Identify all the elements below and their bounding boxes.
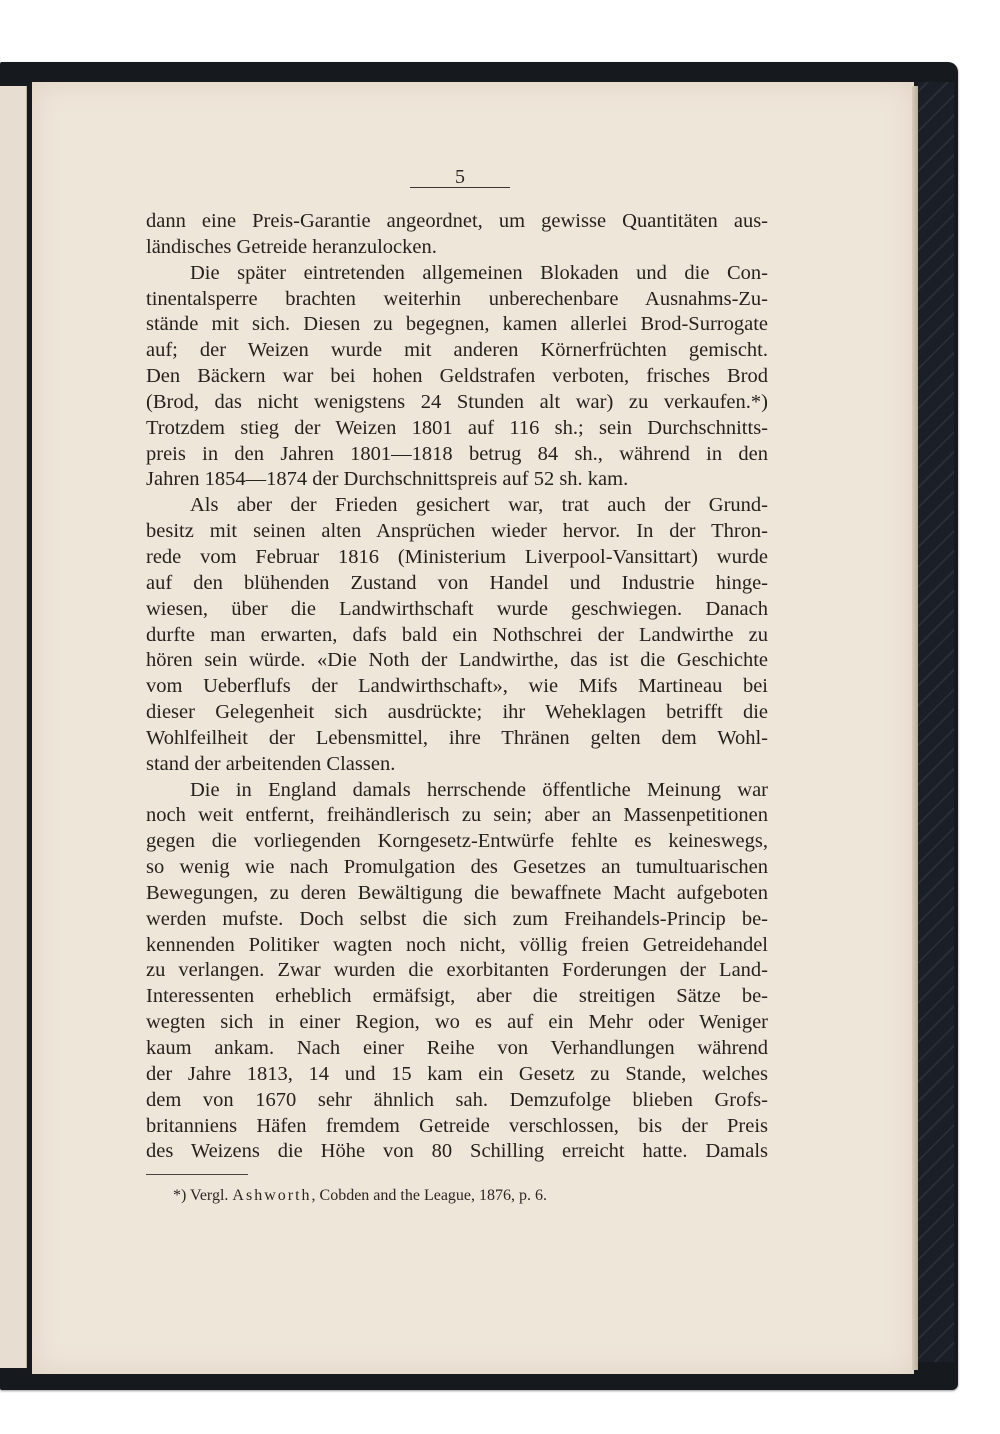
text-line: kaum ankam. Nach einer Reihe von Verhandlungen während <box>146 1037 768 1059</box>
left-facing-page-edge <box>0 86 27 1368</box>
text-line: tinentalsperre brachten weiterhin unberechenbare Ausnahms-Zu- <box>146 287 768 310</box>
text-line: rede vom Februar 1816 (Ministerium Liverpool-Vansittart) wurde <box>146 545 768 568</box>
text-line: der Jahre 1813, 14 und 15 kam ein Gesetz zu Stande, welches <box>146 1062 768 1085</box>
text-line: stand der arbeitenden Classen. <box>146 752 396 775</box>
text-line: werden mufste. Doch selbst die sich zum Freihandels-Princip be- <box>146 907 768 930</box>
text-line: (Brod, das nicht wenigstens 24 Stunden alt war) zu verkaufen.*) <box>146 390 768 413</box>
text-line: Die in England damals herrschende öffentliche Meinung war <box>190 778 768 801</box>
text-line: so wenig wie nach Promulgation des Gesetzes an tumultuarischen <box>146 856 768 879</box>
text-line: vom Ueberflufs der Landwirthschaft», wie Mifs Martineau bei <box>146 675 768 698</box>
text-line: Interessenten erheblich ermäfsigt, aber die streitigen Sätze be- <box>146 985 768 1008</box>
text-line: hören sein würde. «Die Noth der Landwirthe, das ist die Geschichte <box>146 649 768 672</box>
text-line: Bewegungen, zu deren Bewältigung die bewaffnete Macht aufgeboten <box>146 881 768 904</box>
footnote-rule <box>146 1174 248 1175</box>
page-number: 5 <box>455 166 465 188</box>
footnote-prefix: *) Vergl. <box>173 1187 233 1204</box>
text-line: dieser Gelegenheit sich ausdrückte; ihr Weheklagen betrifft die <box>146 701 768 724</box>
text-line: des Weizens die Höhe von 80 Schilling erreicht hatte. Damals <box>146 1140 768 1163</box>
text-line: Wohlfeilheit der Lebensmittel, ihre Thränen gelten dem Wohl- <box>146 726 768 749</box>
text-line: gegen die vorliegenden Korngesetz-Entwürfe fehlte es keineswegs, <box>146 830 768 853</box>
text-line: preis in den Jahren 1801—1818 betrug 84 sh., während in den <box>146 442 768 465</box>
text-line: kennenden Politiker wagten noch nicht, völlig freien Getreidehandel <box>146 933 768 956</box>
footnote-author: Ashworth <box>232 1187 312 1204</box>
text-line: stände mit sich. Diesen zu begegnen, kamen allerlei Brod-Surrogate <box>146 313 768 336</box>
text-line: auf den blühenden Zustand von Handel und Industrie hinge- <box>146 571 768 594</box>
text-line: Jahren 1854—1874 der Durchschnittspreis auf 52 sh. kam. <box>146 468 629 491</box>
text-line: noch weit entfernt, freihändlerisch zu sein; aber an Massenpetitionen <box>146 804 768 827</box>
text-line: wiesen, über die Landwirthschaft wurde geschwiegen. Danach <box>146 597 768 620</box>
text-line: auf; der Weizen wurde mit anderen Körnerfrüchten gemischt. <box>146 339 768 362</box>
footnote <box>173 1187 773 1205</box>
page-stack-edge <box>912 86 918 1370</box>
text-line: Trotzdem stieg der Weizen 1801 auf 116 sh.; sein Durchschnitts- <box>146 416 768 439</box>
text-line: wegten sich in einer Region, wo es auf ein Mehr oder Weniger <box>146 1011 768 1034</box>
page-number-rule <box>410 187 510 188</box>
text-line: Den Bäckern war bei hohen Geldstrafen verboten, frisches Brod <box>146 365 768 388</box>
text-line: Als aber der Frieden gesichert war, trat auch der Grund- <box>190 494 768 517</box>
text-line: Die später eintretenden allgemeinen Blokaden und die Con- <box>190 261 768 284</box>
text-line: durfte man erwarten, dafs bald ein Nothschrei der Landwirthe zu <box>146 623 768 646</box>
body-text <box>146 209 768 1165</box>
text-line: ländisches Getreide heranzulocken. <box>146 235 437 258</box>
text-line: dann eine Preis-Garantie angeordnet, um gewisse Quantitäten aus- <box>146 210 768 232</box>
text-line: zu verlangen. Zwar wurden die exorbitanten Forderungen der Land- <box>146 959 768 982</box>
text-line: besitz mit seinen alten Ansprüchen wieder hervor. In der Thron- <box>146 520 768 543</box>
text-line: dem von 1670 sehr ähnlich sah. Demzufolge blieben Grofs- <box>146 1088 768 1111</box>
footnote-rest: , Cobden and the League, 1876, p. 6. <box>311 1187 548 1204</box>
text-line: britanniens Häfen fremdem Getreide verschlossen, bis der Preis <box>146 1114 768 1137</box>
